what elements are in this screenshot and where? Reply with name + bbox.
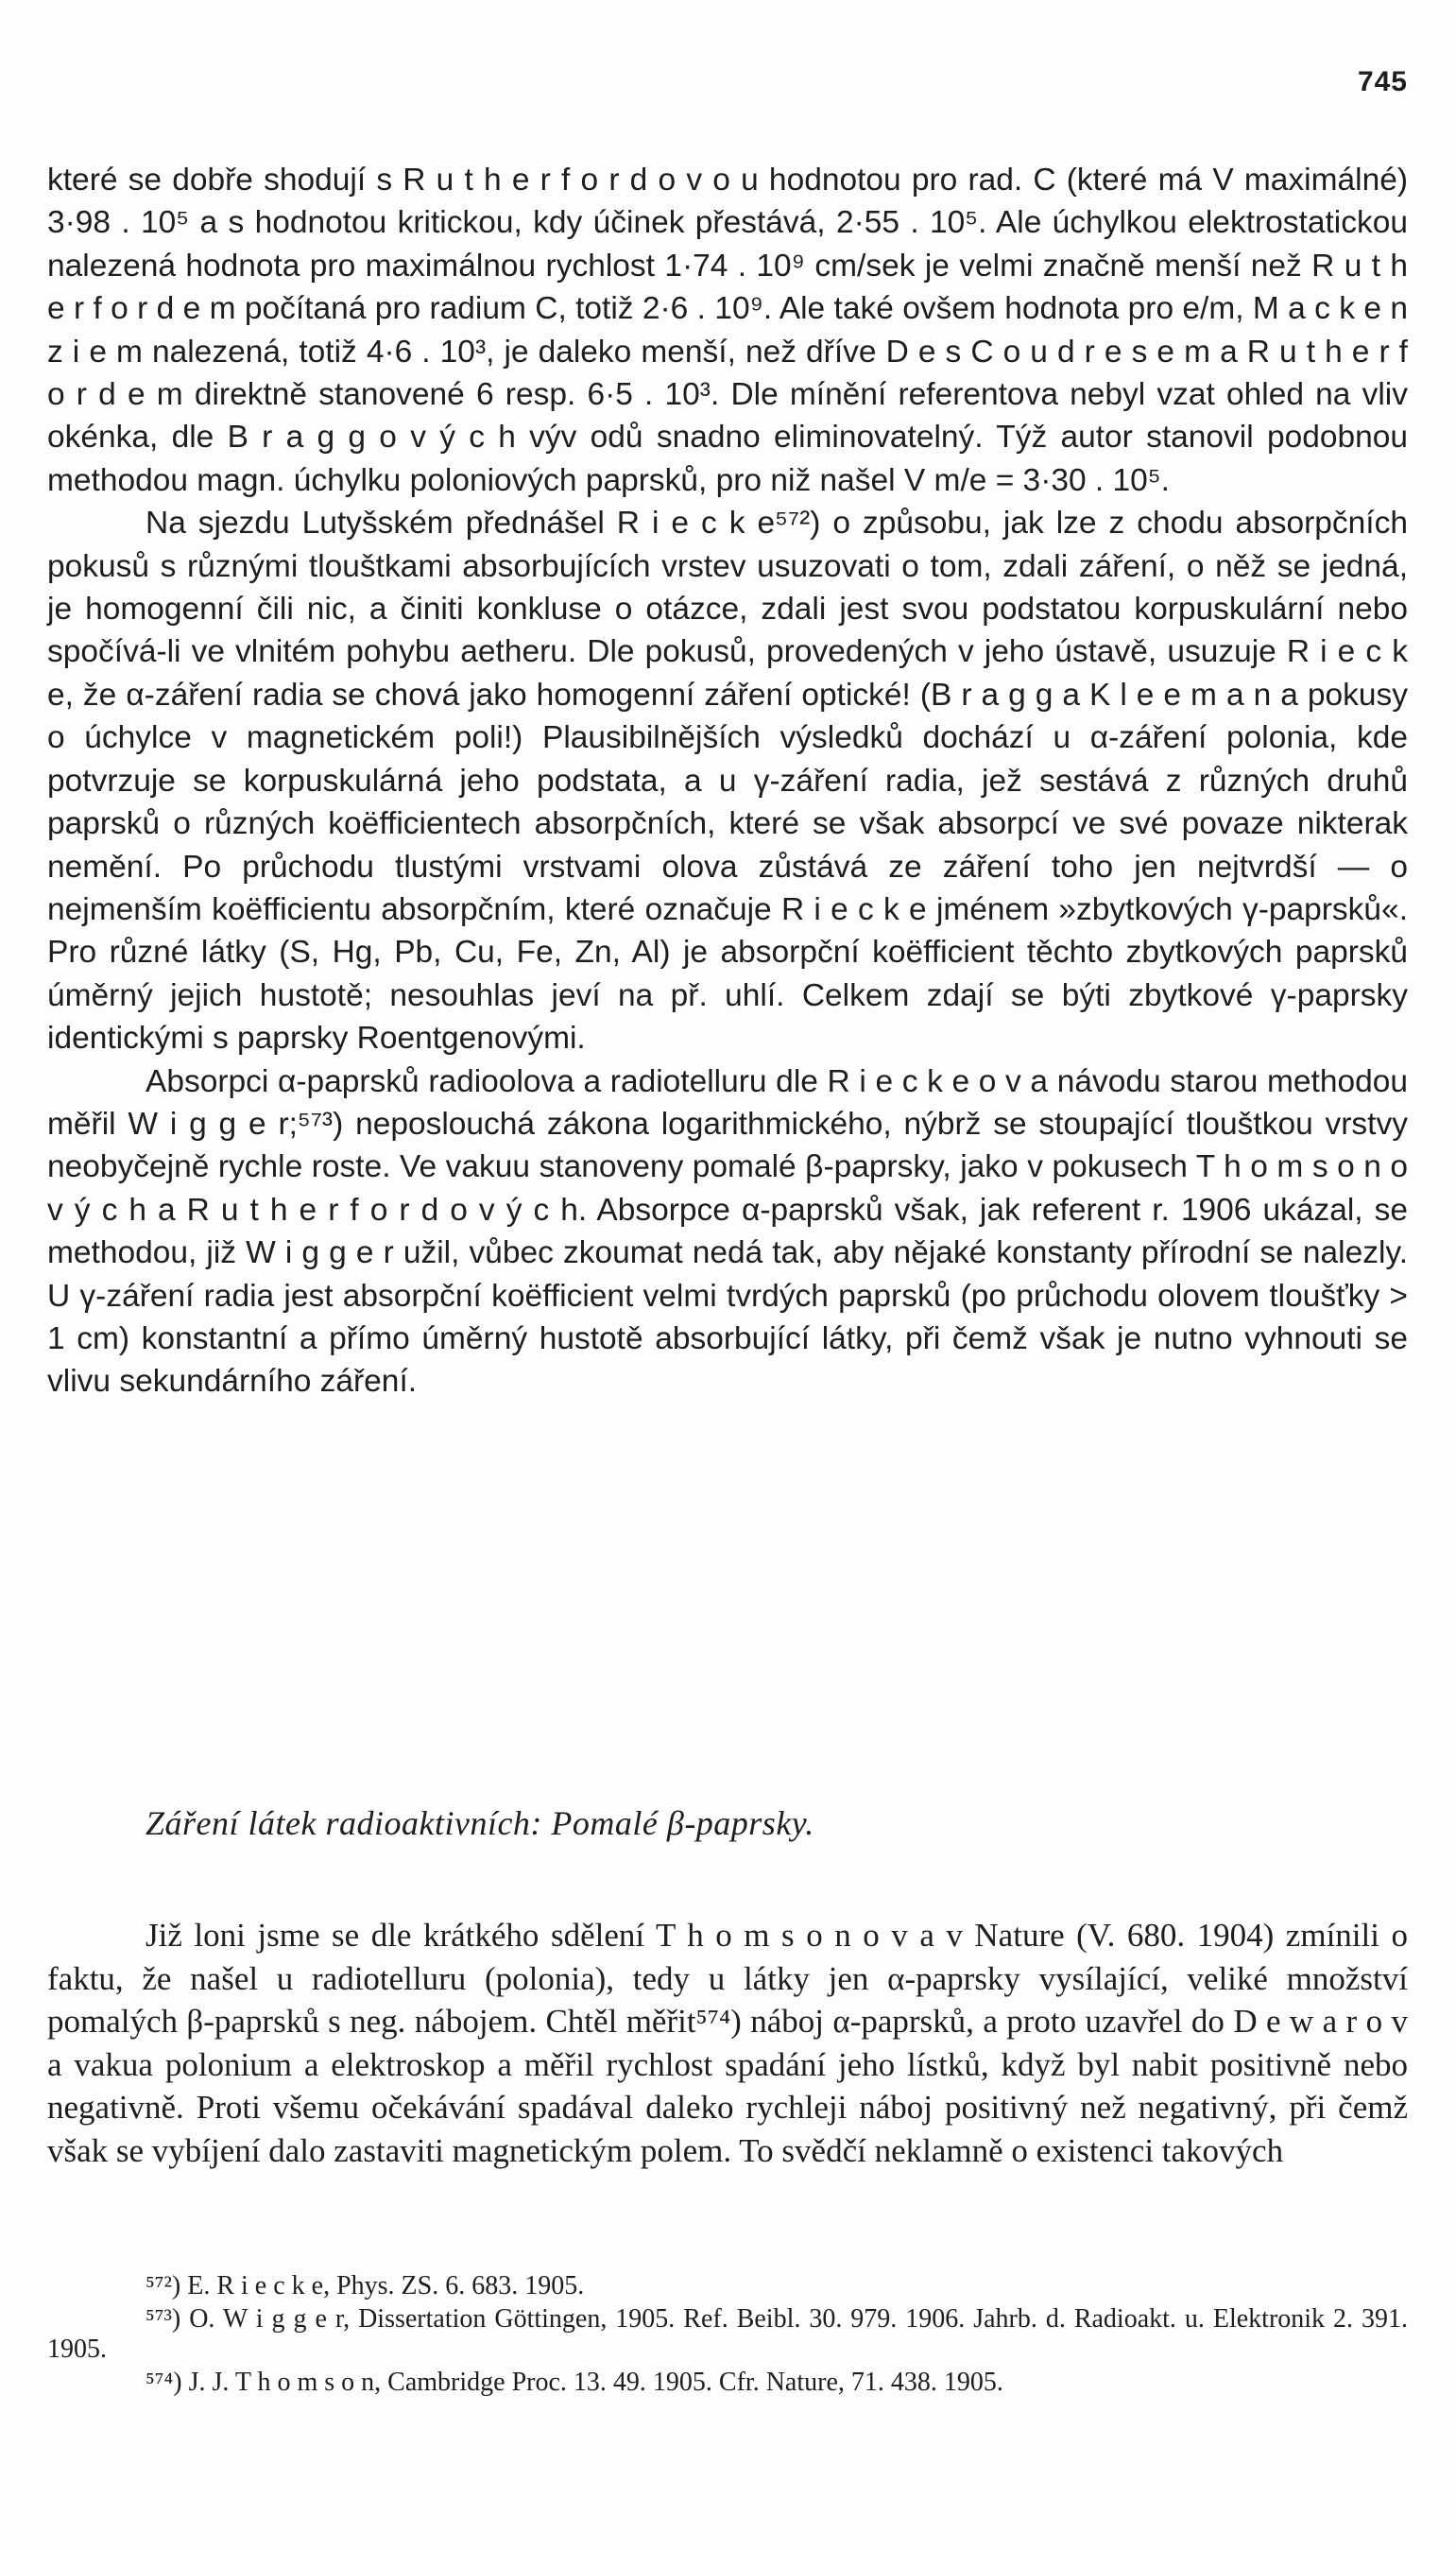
paragraph-3: Absorpci α-paprsků radioolova a radiotelluru dle R i e c k e o v a návodu starou methodou měřil W i g g e r;⁵⁷³) neposlouchá zákona logarithmického, nýbrž se stoupající tlouštkou vrstvy neobyčejně rychle roste. Ve vakuu stanoveny pomalé β-paprsky, jako v pokusech T h o m s o n o v ý c h a R u t h e r f o r d o v ý c h. Absorpce α-paprsků však, jak referent r. 1906 ukázal, se methodou, již W i g g e r užil, vůbec zkoumat nedá tak, aby nějaké konstanty přírodní se nalezly. U γ-záření radia jest absorpční koëfficient velmi tvrdých paprsků (po průchodu olovem tloušťky > 1 cm) konstantní a přímo úměrný hustotě absorbující látky, při čemž však je nutno vyhnouti se vlivu sekundárního záření. [47, 1063, 1408, 1400]
paragraph-1: které se dobře shodují s R u t h e r f o r d o v o u hodnotou pro rad. C (které má V maximálné) 3·98 . 10⁵ a s hodnotou kritickou, kdy účinek přestává, 2·55 . 10⁵. Ale úchylkou elektrostatickou nalezená hodnota pro maximálnou rychlost 1·74 . 10⁹ cm/sek je velmi značně menší než R u t h e r f o r d e m počítaná pro radium C, totiž 2·6 . 10⁹. Ale také ovšem hodnota pro e/m, M a c k e n z i e m nalezená, totiž 4·6 . 10³, je daleko menší, než dříve D e s C o u d r e s e m a R u t h e r f o r d e m direktně stanovené 6 resp. 6·5 . 10³. Dle mínění referentova nebyl vzat ohled na vliv okénka, dle B r a g g o v ý c h výv odů snadno eliminovatelný. Týž autor stanovil podobnou methodou magn. úchylku poloniových paprsků, pro niž našel V m/e = 3·30 . 10⁵. [47, 163, 1408, 498]
footnotes [47, 2271, 1408, 2401]
footnote-574: ⁵⁷⁴) J. J. T h o m s o n, Cambridge Proc. 13. 49. 1905. Cfr. Nature, 71. 438. 1905. [146, 2368, 1003, 2397]
section-paragraph: Již loni jsme se dle krátkého sdělení T h o m s o n o v a v Nature (V. 680. 1904) zmínili o faktu, že našel u radiotelluru (polonia), tedy u látky jen α-paprsky vysílající, veliké množství pomalých β-paprsků s neg. nábojem. Chtěl měřit⁵⁷⁴) náboj α-paprsků, a proto uzavřel do D e w a r o v a vakua polonium a elektroskop a měřil rychlost spadání jeho lístků, když byl nabit positivně nebo negativně. Proti všemu očekávání spadával daleko rychleji náboj positivný než negativný, při čemž však se vybíjení dalo zastaviti magnetickým polem. To svědčí neklamně o existenci takových [47, 1917, 1408, 2169]
footnote-573: ⁵⁷³) O. W i g g e r, Dissertation Göttingen, 1905. Ref. Beibl. 30. 979. 1906. Jahrb. d. Radioakt. u. Elektronik 2. 391. 1905. [47, 2304, 1408, 2364]
body-text [47, 159, 1408, 1404]
paragraph-2: Na sjezdu Lutyšském přednášel R i e c k e⁵⁷²) o způsobu, jak lze z chodu absorpčních pokusů s různými tlouštkami absorbujících vrstev usuzovati o tom, zdali záření, o něž se jedná, je homogenní čili nic, a činiti konkluse o otázce, zdali jest svou podstatou korpuskulární nebo spočívá-li ve vlnitém pohybu aetheru. Dle pokusů, provedených v jeho ústavě, usuzuje R i e c k e, že α-záření radia se chová jako homogenní záření optické! (B r a g g a K l e e m a n a pokusy o úchylce v magnetickém poli!) Plausibilnějších výsledků dochází u α-záření polonia, kde potvrzuje se korpuskulárná jeho podstata, a u γ-záření radia, jež sestává z různých druhů paprsků o různých koëfficientech absorpčních, které se však absorpcí ve své povaze nikterak nemění. Po průchodu tlustými vrstvami olova zůstává ze záření toho jen nejtvrdší — o nejmenším koëfficientu absorpčním, které označuje R i e c k e jménem »zbytkových γ-paprsků«. Pro různé látky (S, Hg, Pb, Cu, Fe, Zn, Al) je absorpční koëfficient těchto zbytkových paprsků úměrný jejich hustotě; nesouhlas jeví na př. uhlí. Celkem zdají se býti zbytkové γ-paprsky identickými s paprsky Roentgenovými. [47, 506, 1408, 1057]
page-number: 745 [1357, 66, 1408, 97]
section-heading: Záření látek radioaktivních: Pomalé β-paprsky. [146, 1804, 814, 1842]
footnote-572: ⁵⁷²) E. R i e c k e, Phys. ZS. 6. 683. 1905. [146, 2271, 585, 2300]
